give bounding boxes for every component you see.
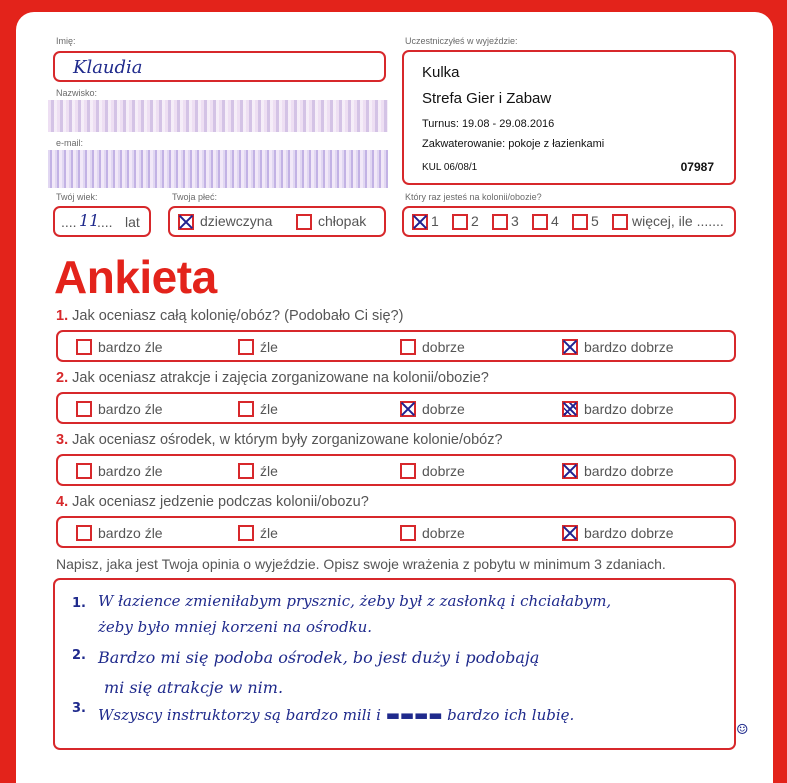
q3-opt-very-bad[interactable]: bardzo źle [76,463,163,479]
surname-label: Nazwisko: [56,88,98,98]
times-checkbox-2[interactable] [452,214,468,230]
q2-opt-bad[interactable]: źle [238,401,278,417]
times-field [402,206,736,237]
surname-redacted [48,100,388,132]
times-option-5[interactable]: 5 [572,213,599,231]
question-1: 1. Jak oceniasz całą kolonię/obóz? (Podobało Ci się?) [56,308,404,324]
q4-opt-good[interactable]: dobrze [400,525,465,541]
times-checkbox-5[interactable] [572,214,588,230]
participant-label: Uczestniczyłeś w wyjeździe: [405,36,518,46]
age-value: 11 [79,211,100,230]
times-option-4[interactable]: 4 [532,213,559,231]
opinion-line-3: Bardzo mi się podoba ośrodek, bo jest duży i podobają [98,648,540,667]
q4-opt-very-bad[interactable]: bardzo źle [76,525,163,541]
camp-accommodation: Zakwaterowanie: pokoje z łazienkami [422,138,605,150]
opinion-line-2: żeby było mniej korzeni na ośrodku. [98,618,373,636]
q4-opt-very-good[interactable]: bardzo dobrze [562,525,674,541]
times-option-2[interactable]: 2 [452,213,479,231]
email-redacted [48,150,388,188]
camp-subtitle: Strefa Gier i Zabaw [422,90,552,107]
smiley-icon: ☺ [736,722,749,738]
camp-info-box [402,50,736,185]
name-label: Imię: [56,36,76,46]
question-2: 2. Jak oceniasz atrakcje i zajęcia zorganizowane na kolonii/obozie? [56,370,489,386]
opinion-prompt: Napisz, jaka jest Twoja opinia o wyjeździe. Opisz swoje wrażenia z pobytu w minimum 3 zdaniach. [56,556,666,572]
opinion-num-3: 3. [72,701,86,716]
rating-row-3 [56,454,736,486]
email-label: e-mail: [56,138,84,148]
q3-opt-good[interactable]: dobrze [400,463,465,479]
opinion-num-2: 2. [72,648,86,663]
page-title: Ankieta [54,251,217,303]
times-option-1[interactable]: 1 [412,213,439,231]
age-field[interactable] [53,206,151,237]
gender-girl-checkbox[interactable] [178,214,194,230]
age-unit: lat [125,214,140,230]
camp-code: KUL 06/08/1 [422,162,478,173]
name-field[interactable] [53,51,386,82]
opinion-line-5: Wszyscy instruktorzy są bardzo mili i ▬▬▬▬ bardzo ich lubię. [98,706,575,724]
question-3: 3. Jak oceniasz ośrodek, w którym były zorganizowane kolonie/obóz? [56,432,503,448]
q2-opt-very-bad[interactable]: bardzo źle [76,401,163,417]
times-checkbox-1[interactable] [412,214,428,230]
question-4: 4. Jak oceniasz jedzenie podczas kolonii/obozu? [56,494,369,510]
camp-name: Kulka [422,64,460,81]
times-checkbox-4[interactable] [532,214,548,230]
times-checkbox-3[interactable] [492,214,508,230]
gender-boy-checkbox[interactable] [296,214,312,230]
q2-opt-very-good[interactable]: bardzo dobrze [562,401,674,417]
gender-girl-option[interactable]: dziewczyna [178,213,272,231]
q4-opt-bad[interactable]: źle [238,525,278,541]
q1-opt-very-bad[interactable]: bardzo źle [76,339,163,355]
rating-row-1 [56,330,736,362]
name-value: Klaudia [73,57,143,78]
times-checkbox-more[interactable] [612,214,628,230]
rating-row-4 [56,516,736,548]
opinion-line-4: mi się atrakcje w nim. [104,678,284,697]
q1-opt-bad[interactable]: źle [238,339,278,355]
times-label: Który raz jesteś na kolonii/obozie? [405,192,542,202]
gender-field [168,206,386,237]
q3-opt-very-good[interactable]: bardzo dobrze [562,463,674,479]
camp-turnus: Turnus: 19.08 - 29.08.2016 [422,118,555,130]
opinion-num-1: 1. [72,596,86,611]
q3-opt-bad[interactable]: źle [238,463,278,479]
camp-number: 07987 [680,160,714,174]
age-dots-right: .... [97,214,113,230]
rating-row-2 [56,392,736,424]
gender-boy-option[interactable]: chłopak [296,213,366,231]
times-option-3[interactable]: 3 [492,213,519,231]
q1-opt-good[interactable]: dobrze [400,339,465,355]
q2-opt-good[interactable]: dobrze [400,401,465,417]
age-label: Twój wiek: [56,192,98,202]
q1-opt-very-good[interactable]: bardzo dobrze [562,339,674,355]
gender-label: Twoja płeć: [172,192,218,202]
opinion-line-1: W łazience zmieniłabym prysznic, żeby był z zasłonką i chciałabym, [98,592,612,610]
age-dots-left: .... [61,214,77,230]
times-option-more[interactable]: więcej, ile ....... [612,213,724,231]
